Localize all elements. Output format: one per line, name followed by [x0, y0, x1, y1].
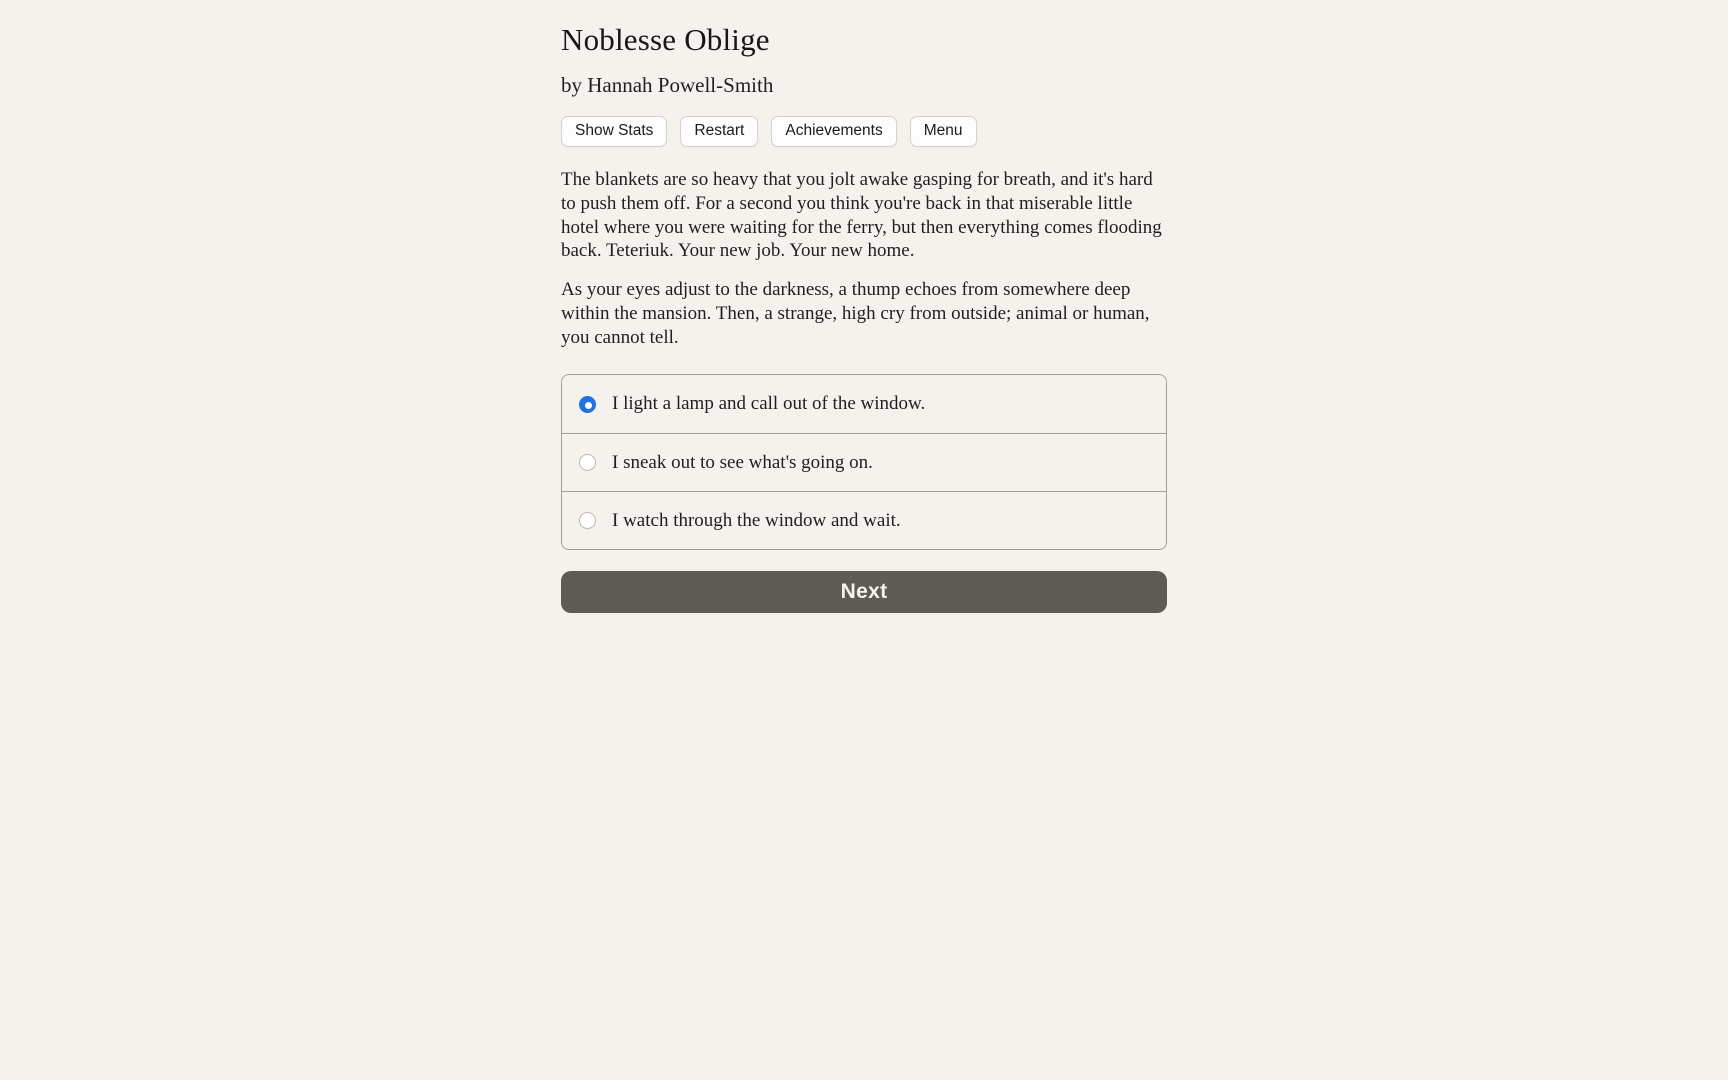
story-text: [561, 168, 1167, 349]
story-paragraph: As your eyes adjust to the darkness, a thump echoes from somewhere deep within the mansion. Then, a strange, high cry from outside; animal or human, you cannot tell.: [561, 279, 1150, 348]
choice-option[interactable]: [562, 491, 1166, 549]
choice-list: [561, 374, 1167, 550]
toolbar: [561, 116, 1167, 147]
radio-button-icon[interactable]: [579, 454, 596, 471]
content-column: [561, 0, 1167, 613]
choice-option-label: I light a lamp and call out of the window.: [612, 393, 926, 415]
achievements-button[interactable]: Achievements: [771, 116, 896, 147]
restart-button[interactable]: Restart: [680, 116, 758, 147]
choice-option-label: I sneak out to see what's going on.: [612, 451, 873, 473]
radio-button-icon[interactable]: [579, 512, 596, 529]
page-title: Noblesse Oblige: [561, 22, 770, 57]
story-paragraph: The blankets are so heavy that you jolt awake gasping for breath, and it's hard to push them off. For a second you think you're back in that miserable little hotel where you were waiting for the ferry, but then everything comes flooding back. Teteriuk. Your new job. Your new home.: [561, 169, 1162, 262]
choice-option[interactable]: [562, 375, 1166, 433]
menu-button[interactable]: Menu: [910, 116, 977, 147]
choice-option-label: I watch through the window and wait.: [612, 509, 901, 531]
show-stats-button[interactable]: Show Stats: [561, 116, 667, 147]
byline: by Hannah Powell-Smith: [561, 73, 774, 97]
next-button[interactable]: Next: [561, 571, 1167, 613]
choice-option[interactable]: [562, 433, 1166, 491]
radio-button-icon[interactable]: [579, 396, 596, 413]
